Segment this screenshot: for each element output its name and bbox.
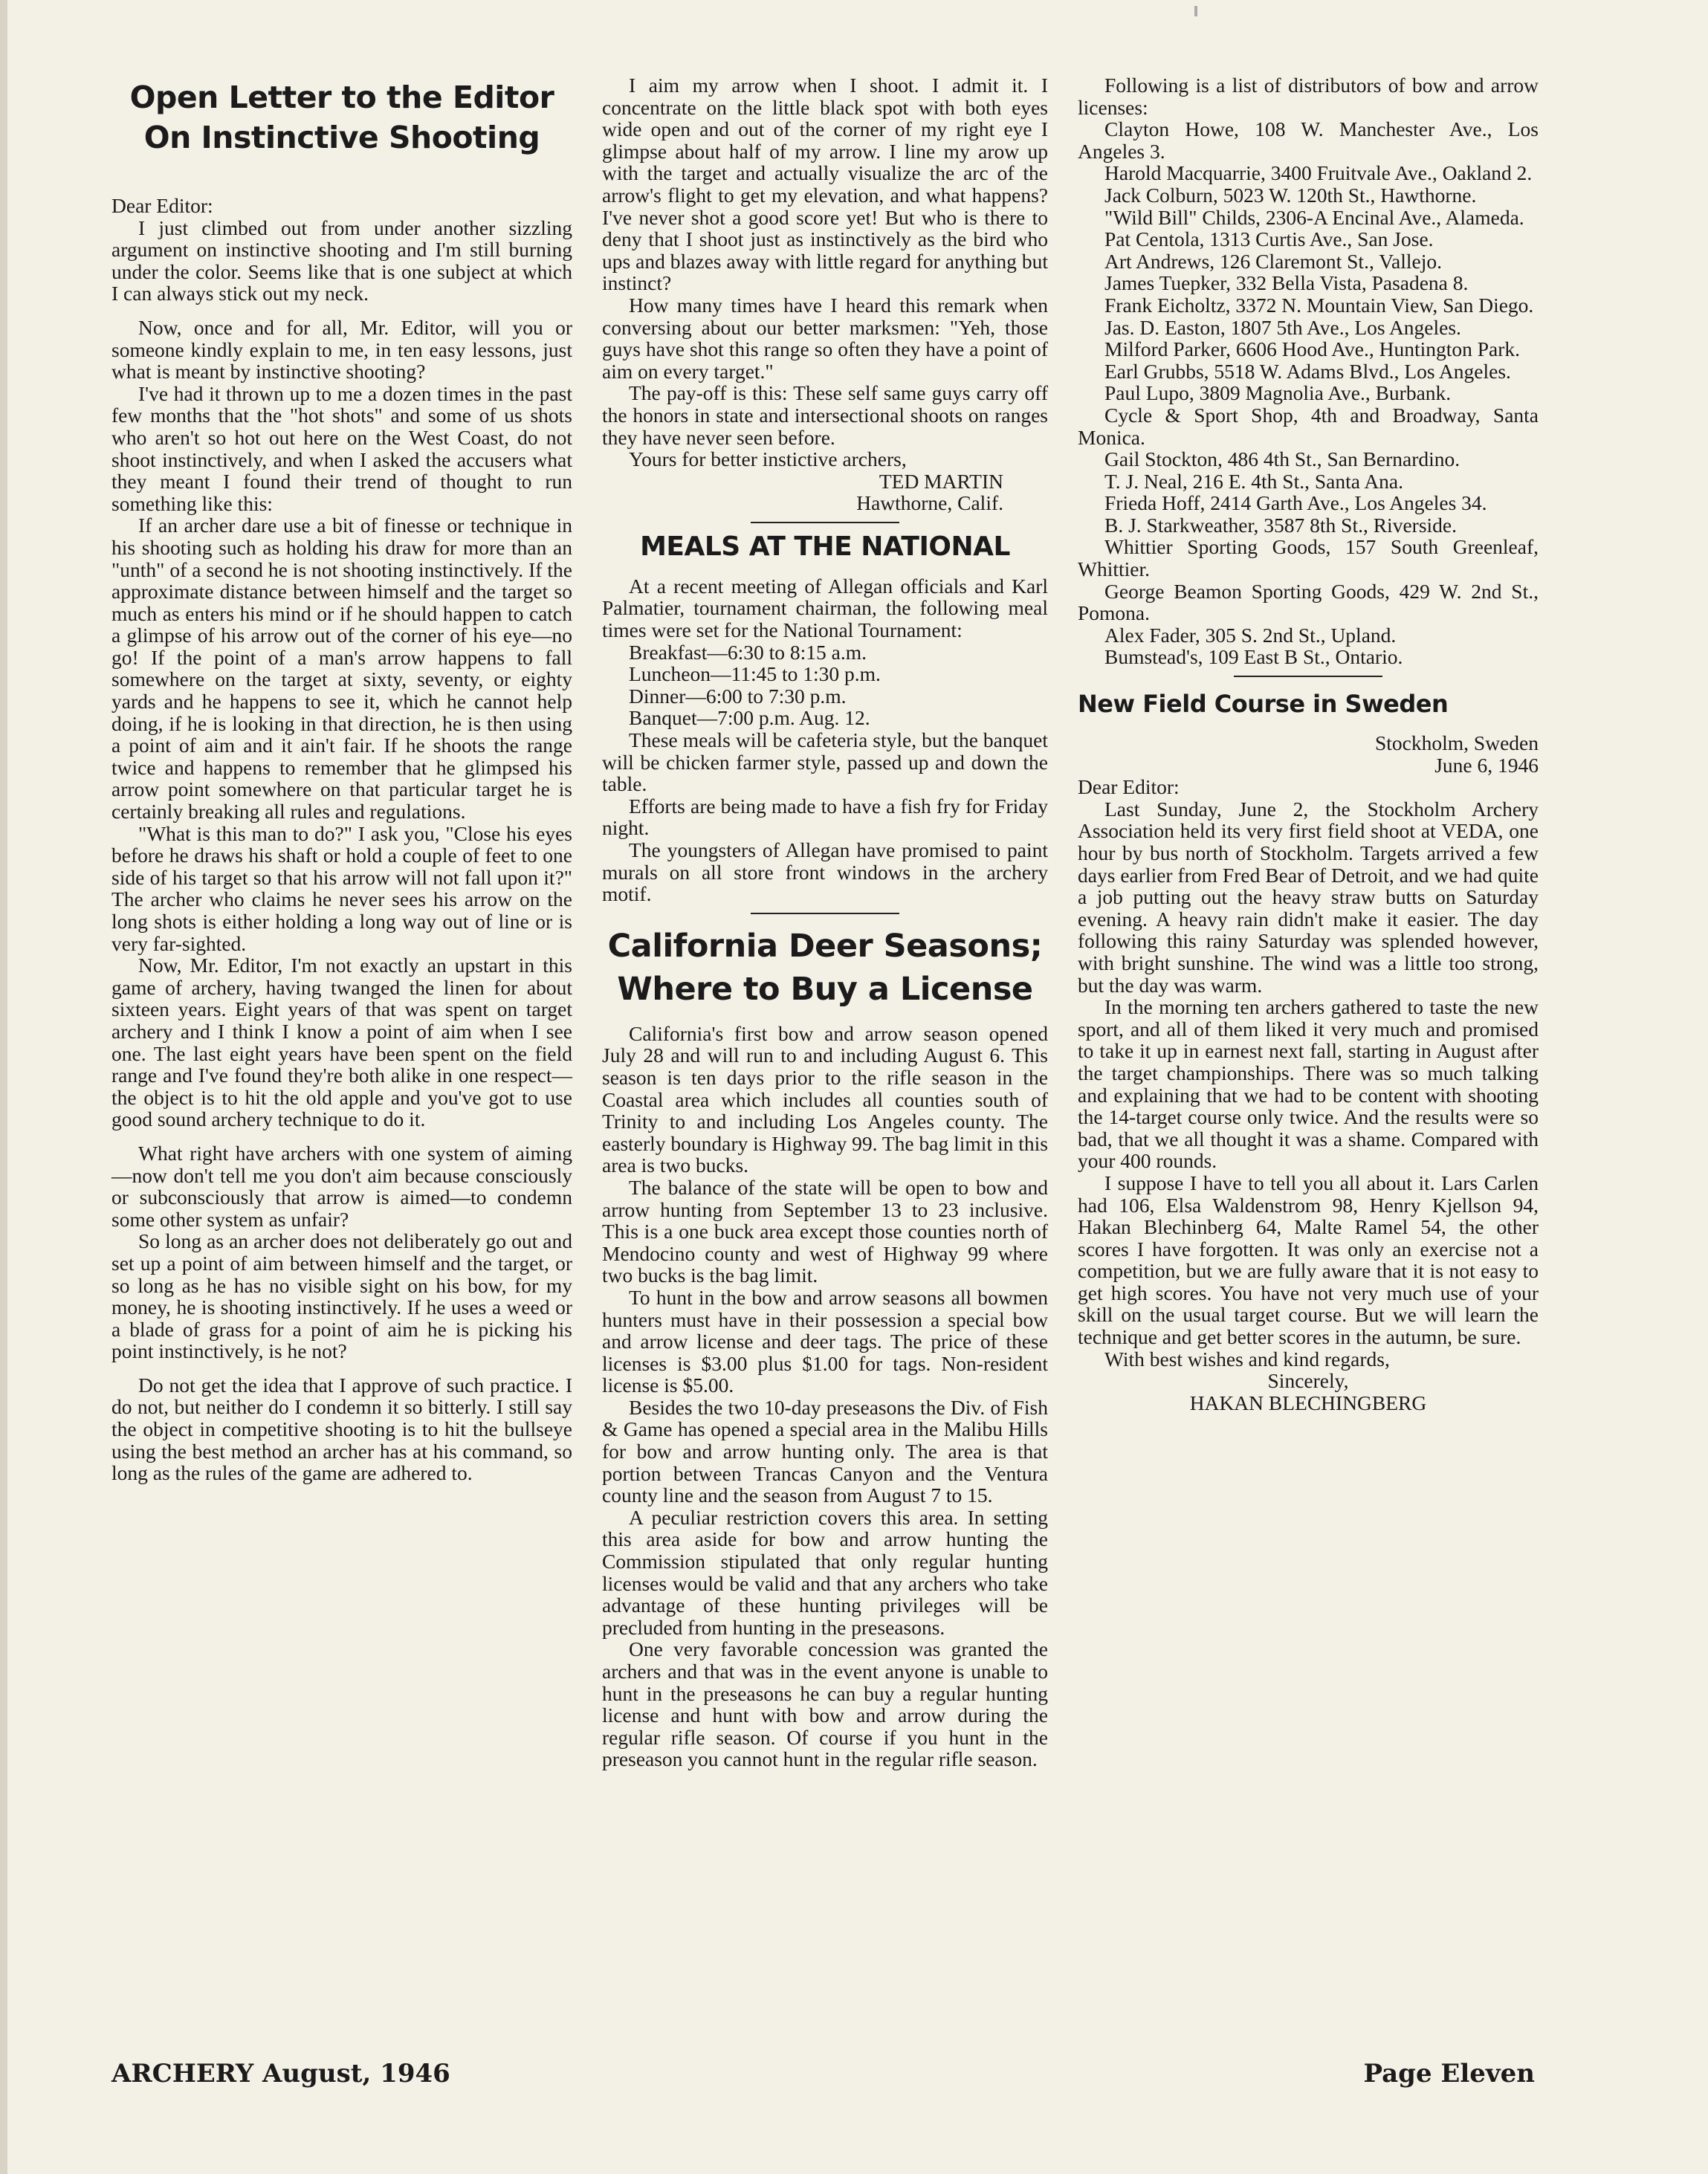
distributor-item: Pat Centola, 1313 Curtis Ave., San Jose. — [1104, 227, 1434, 251]
meal-time: Breakfast—6:30 to 8:15 a.m. — [629, 640, 867, 664]
distributor-item: Bumstead's, 109 East B St., Ontario. — [1104, 645, 1403, 669]
article4-title: New Field Course in Sweden — [1078, 690, 1449, 719]
distributor-item: "Wild Bill" Childs, 2306-A Encinal Ave., Alameda. — [1104, 205, 1524, 229]
article4-paragraph: Last Sunday, June 2, the Stockholm Archery Association held its very first field shoot at VEDA, one hour by bus north of Stockholm. Targets arrived a few days earlier from Fred Bear of Detroit, and we had quite a job putting out the heavy straw butts on Saturday evening. A heavy rain didn't make it easier. The day following this rainy Saturday was splended however, with bright sunshine. The wind was a little too strong, but the day was warm. — [1078, 797, 1539, 997]
article1-paragraph: Do not get the idea that I approve of such practice. I do not, but neither do I condemn it so bitterly. I still say the object in competitive shooting is to hit the bullseye using the best method an archer has at his command, so long as the rules of the game are adhered to. — [111, 1373, 572, 1485]
distributor-item: Earl Grubbs, 5518 W. Adams Blvd., Los Angeles. — [1104, 359, 1511, 383]
distributor-item: James Tuepker, 332 Bella Vista, Pasadena 8. — [1104, 271, 1469, 295]
section-divider — [1234, 676, 1382, 677]
article1-paragraph: I just climbed out from under another sizzling argument on instinctive shooting and I'm still burning under the color. Seems like that is one subject at which I can always stick out my neck. — [111, 216, 572, 305]
distributor-item: Milford Parker, 6606 Hood Ave., Huntington Park. — [1104, 337, 1521, 361]
distributor-item: Frieda Hoff, 2414 Garth Ave., Los Angeles 34. — [1104, 491, 1487, 515]
article1-title — [111, 77, 572, 158]
distributor-item: Alex Fader, 305 S. 2nd St., Upland. — [1104, 623, 1397, 647]
distributor-item: Jas. D. Easton, 1807 5th Ave., Los Angeles. — [1104, 315, 1461, 339]
meal-time: Banquet—7:00 p.m. Aug. 12. — [629, 706, 870, 730]
distributor-item: B. J. Starkweather, 3587 8th St., Riverside. — [1104, 513, 1457, 537]
footer-magazine-date: ARCHERY August, 1946 — [111, 2059, 450, 2089]
scan-edge-shadow — [0, 0, 7, 2174]
article3-paragraph: A peculiar restriction covers this area. In setting this area aside for bow and arrow hunting the Commission stipulated that only regular hunting licenses would be valid and that any archers who take advantage of these hunting privileges will be precluded from hunting in the preseasons. — [602, 1505, 1048, 1639]
article1-signer-location: Hawthorne, Calif. — [856, 491, 1003, 515]
article2-paragraph: The youngsters of Allegan have promised to paint murals on all store front windows in the archery motif. — [602, 838, 1048, 906]
article4-paragraph: In the morning ten archers gathered to taste the new sport, and all of them liked it very much and promised to take it up in earnest next fall, starting in August after the target championships. There was so much talking and explaining that we had to be content with shooting the 14-target course only twice. And the results were so bad, that we all thought it was a shame. Compared with your 400 rounds. — [1078, 995, 1539, 1173]
column-left — [111, 74, 572, 1484]
article3-title-line2: Where to Buy a License — [617, 970, 1033, 1008]
distributor-item: Harold Macquarrie, 3400 Fruitvale Ave., Oakland 2. — [1104, 161, 1533, 185]
article1-paragraph: How many times have I heard this remark when conversing about our better marksmen: "Yeh, those guys have shot this range so often they have a point of aim on every target." — [602, 293, 1048, 383]
article2-title: MEALS AT THE NATIONAL — [640, 531, 1010, 562]
article3-distributors-intro: Following is a list of distributors of bow and arrow licenses: — [1078, 74, 1539, 119]
scan-speck — [1194, 6, 1197, 16]
distributor-item: Cycle & Sport Shop, 4th and Broadway, Santa Monica. — [1078, 403, 1539, 449]
article1-paragraph: The pay-off is this: These self same guys carry off the honors in state and intersectional shoots on ranges they have never seen before. — [602, 381, 1048, 449]
article1-salutation: Dear Editor: — [111, 194, 213, 217]
article4-dateline-date: June 6, 1946 — [1434, 753, 1539, 777]
article1-paragraph: I aim my arrow when I shoot. I admit it. I concentrate on the little black spot with both eyes wide open and out of the corner of my right eye I glimpse about half of my arrow. I line my arow up with the target and actually visualize the arc of the arrow's flight to get my elevation, and what happens? I've never shot a good score yet! But who is there to deny that I shoot just as instinctively as the bird who ups and blazes away with little regard for anything but instinct? — [602, 74, 1048, 295]
article1-paragraph: What right have archers with one system of aiming—now don't tell me you don't aim because consciously or subconsciously that arrow is aimed—to condemn some other system as unfair? — [111, 1141, 572, 1231]
distributor-item: Art Andrews, 126 Claremont St., Vallejo. — [1104, 249, 1442, 273]
distributor-item: Frank Eicholtz, 3372 N. Mountain View, San Diego. — [1104, 293, 1534, 317]
article1-paragraph: "What is this man to do?" I ask you, "Close his eyes before he draws his shaft or hold a couple of feet to one side of his target so that his arrow will not fall upon it?" The archer who claims he never sees his arrow on the long shots is either holding a long way out of line or is very far-sighted. — [111, 821, 572, 955]
article3-title-line1: California Deer Seasons; — [607, 927, 1043, 965]
article3-paragraph: California's first bow and arrow season opened July 28 and will run to and including August 6. This season is ten days prior to the rifle season in the Coastal area which includes all counties south of Trinity to and including Los Angeles county. The easterly boundary is Highway 99. The bag limit in this area is two bucks. — [602, 1021, 1048, 1177]
column-middle — [602, 74, 1048, 1770]
meal-time: Luncheon—11:45 to 1:30 p.m. — [629, 662, 881, 686]
article4-paragraph: I suppose I have to tell you all about it. Lars Carlen had 106, Elsa Waldenstrom 98, Henry Kjellson 94, Hakan Blechinberg 64, Malte Ramel 54, the other scores I have forgotten. It was only an exercise not a competition, but we are fully aware that it is not easy to get high scores. You have not very much use of your skill on the usual target course. But we will learn the technique and get better scores in the autumn, be sure. — [1078, 1171, 1539, 1349]
article1-paragraph: I've had it thrown up to me a dozen times in the past few months that the "hot shots" and some of us shots who aren't so hot out here on the West Coast, do not shoot instinctively, and when I asked the accusers what they meant I found their trend of thought to run something like this: — [111, 381, 572, 515]
distributor-item: Paul Lupo, 3809 Magnolia Ave., Burbank. — [1104, 381, 1452, 405]
meal-time: Dinner—6:00 to 7:30 p.m. — [629, 684, 847, 708]
article1-signer: TED MARTIN — [879, 469, 1003, 493]
article3-paragraph: The balance of the state will be open to bow and arrow hunting from September 13 to 23 inclusive. This is a one buck area except those counties north of Mendocino county and west of Highway 99 where two bucks is the bag limit. — [602, 1175, 1048, 1287]
article1-title-line1: Open Letter to the Editor — [129, 80, 554, 115]
column-right — [1078, 74, 1539, 1414]
article1-paragraph: Now, Mr. Editor, I'm not exactly an upstart in this game of archery, having twanged the linen for about sixteen years. Eight years of that was spent on target archery and I think I know a point of aim when I see one. The last eight years have been spent on the field range and I've found they're both alike in one respect—the object is to hit the old apple and you've got to use good sound archery technique to do it. — [111, 954, 572, 1131]
article4-signer: HAKAN BLECHINGBERG — [1189, 1391, 1427, 1414]
article2-paragraph: These meals will be cafeteria style, but the banquet will be chicken farmer style, passed up and down the table. — [602, 728, 1048, 796]
article1-paragraph: If an archer dare use a bit of finesse or technique in his shooting such as holding his draw for more than an "unth" of a second he is not shooting instinctively. If the approximate distance between himself and the target so much as enters his mind or if he should happen to catch a glimpse of his arrow out of the corner of his eye—no go! If the point of a man's arrow happens to fall somewhere on the target at sixty, seventy, or eighty yards and he happens to see it, which he cannot help doing, if he is looking in that direction, he is then using a point of aim and it ain't fair. If he shoots the range twice and happens to remember that he glimpsed his arrow point somewhere on that particular target he is certainly breaking all rules and regulations. — [111, 514, 572, 824]
section-divider — [751, 913, 899, 914]
article3-paragraph: To hunt in the bow and arrow seasons all bowmen hunters must have in their possession a special bow and arrow license and deer tags. The price of these licenses is $3.00 plus $1.00 for tags. Non-resident license is $5.00. — [602, 1285, 1048, 1397]
article4-salutation: Dear Editor: — [1078, 775, 1180, 799]
distributor-item: George Beamon Sporting Goods, 429 W. 2nd St., Pomona. — [1078, 579, 1539, 625]
distributor-item: Jack Colburn, 5023 W. 120th St., Hawthorne. — [1104, 183, 1477, 207]
article3-title — [602, 925, 1048, 1011]
article3-paragraph: One very favorable concession was granted the archers and that was in the event anyone is unable to hunt in the preseasons he can buy a regular hunting license and hunt with bow and arrow during the regular rifle season. Of course if you hunt in the preseason you cannot hunt in the regular rifle season. — [602, 1637, 1048, 1771]
article1-paragraph: So long as an archer does not deliberately go out and set up a point of aim between himself and the target, or so long as he has no visible sight on his bow, for my money, he is shooting instinctively. If he uses a weed or a blade of grass for a point of aim he is picking his point instinctively, is he not? — [111, 1229, 572, 1363]
article1-paragraph: Now, once and for all, Mr. Editor, will you or someone kindly explain to me, in ten easy lessons, just what is meant by instinctive shooting? — [111, 315, 572, 384]
article3-paragraph: Besides the two 10-day preseasons the Div. of Fish & Game has opened a special area in the Malibu Hills for bow and arrow hunting only. The area is that portion between Trancas Canyon and the Ventura county line and the season from August 7 to 15. — [602, 1395, 1048, 1507]
article4-closing: With best wishes and kind regards, — [1104, 1347, 1390, 1371]
article1-closing: Yours for better instictive archers, — [629, 447, 907, 471]
article1-title-line2: On Instinctive Shooting — [143, 120, 540, 155]
article2-paragraph: Efforts are being made to have a fish fry for Friday night. — [602, 794, 1048, 840]
footer-page-number: Page Eleven — [1363, 2059, 1535, 2089]
article2-intro: At a recent meeting of Allegan officials and Karl Palmatier, tournament chairman, the following meal times were set for the National Tournament: — [602, 574, 1048, 642]
distributor-item: Clayton Howe, 108 W. Manchester Ave., Los Angeles 3. — [1078, 117, 1539, 163]
article4-dateline-place: Stockholm, Sweden — [1375, 731, 1539, 755]
distributor-item: Gail Stockton, 486 4th St., San Bernardino. — [1104, 447, 1460, 471]
article4-sincerely: Sincerely, — [1267, 1369, 1349, 1393]
distributor-item: Whittier Sporting Goods, 157 South Greenleaf, Whittier. — [1078, 535, 1539, 581]
section-divider — [751, 522, 899, 523]
distributor-item: T. J. Neal, 216 E. 4th St., Santa Ana. — [1104, 469, 1404, 493]
